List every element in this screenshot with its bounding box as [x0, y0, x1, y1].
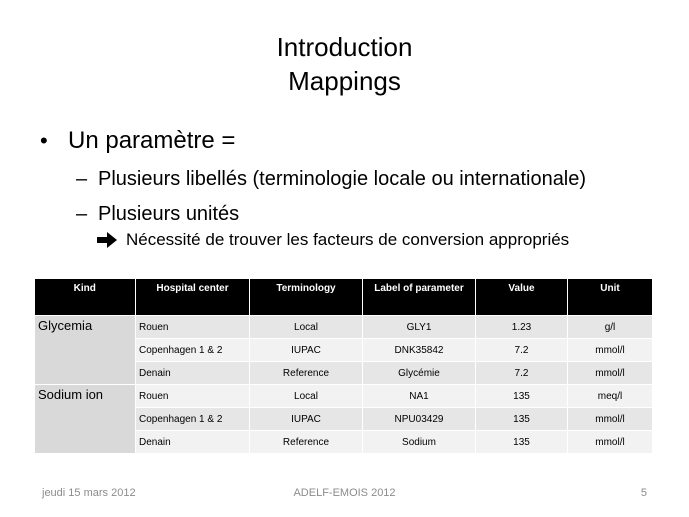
- right-arrow-icon: [96, 231, 118, 249]
- table-cell: Local: [250, 385, 363, 408]
- table-cell: Denain: [136, 431, 250, 454]
- dash-2: –: [76, 203, 88, 225]
- kind-cell: Sodium ion: [35, 385, 136, 454]
- table-cell: mmol/l: [568, 431, 653, 454]
- table-header-row: [35, 279, 653, 316]
- table-cell: Rouen: [136, 385, 250, 408]
- table-cell: Reference: [250, 362, 363, 385]
- sub-bullet-units: [76, 203, 239, 226]
- table-cell: 135: [476, 385, 568, 408]
- table-cell: DNK35842: [363, 339, 476, 362]
- table-cell: 1.23: [476, 316, 568, 339]
- table-cell: NPU03429: [363, 408, 476, 431]
- table-row: [35, 385, 653, 408]
- title-line-2: Mappings: [288, 66, 401, 96]
- table-row: [35, 316, 653, 339]
- table-cell: IUPAC: [250, 408, 363, 431]
- header-value: Value: [476, 279, 568, 316]
- page-number: 5: [640, 487, 647, 499]
- table-cell: Copenhagen 1 & 2: [136, 408, 250, 431]
- note-text: Nécessité de trouver les facteurs de conversion appropriés: [126, 230, 570, 249]
- sub-bullet-units-text: Plusieurs unités: [98, 203, 240, 225]
- table-cell: Copenhagen 1 & 2: [136, 339, 250, 362]
- title-line-1: Introduction: [276, 32, 413, 62]
- table-cell: 7.2: [476, 362, 568, 385]
- bullet-main-text: Un paramètre =: [68, 127, 236, 154]
- table-cell: NA1: [363, 385, 476, 408]
- sub-bullet-labels: [76, 168, 586, 191]
- table-cell: Denain: [136, 362, 250, 385]
- table-cell: mmol/l: [568, 339, 653, 362]
- table-cell: g/l: [568, 316, 653, 339]
- table-cell: 135: [476, 431, 568, 454]
- table-cell: Sodium: [363, 431, 476, 454]
- note-line: [96, 230, 569, 250]
- sub-bullet-labels-text: Plusieurs libellés (terminologie locale ou internationale): [98, 168, 587, 190]
- header-kind: Kind: [35, 279, 136, 316]
- header-unit: Unit: [568, 279, 653, 316]
- mapping-table: [34, 279, 653, 454]
- table-cell: Reference: [250, 431, 363, 454]
- slide-title: [0, 30, 689, 98]
- footer-center: ADELF-EMOIS 2012: [293, 487, 396, 499]
- table-cell: IUPAC: [250, 339, 363, 362]
- table-cell: Glycémie: [363, 362, 476, 385]
- table-cell: 7.2: [476, 339, 568, 362]
- table-cell: Rouen: [136, 316, 250, 339]
- kind-cell: Glycemia: [35, 316, 136, 385]
- header-terminology: Terminology: [250, 279, 363, 316]
- table-cell: mmol/l: [568, 362, 653, 385]
- header-hospital: Hospital center: [136, 279, 250, 316]
- table-cell: Local: [250, 316, 363, 339]
- bullet-main: [40, 127, 235, 155]
- table-cell: mmol/l: [568, 408, 653, 431]
- table-cell: GLY1: [363, 316, 476, 339]
- header-label: Label of parameter: [363, 279, 476, 316]
- table-cell: 135: [476, 408, 568, 431]
- bullet-dot: •: [40, 128, 48, 153]
- dash-1: –: [76, 168, 88, 190]
- footer-date: jeudi 15 mars 2012: [42, 487, 136, 499]
- table-cell: meq/l: [568, 385, 653, 408]
